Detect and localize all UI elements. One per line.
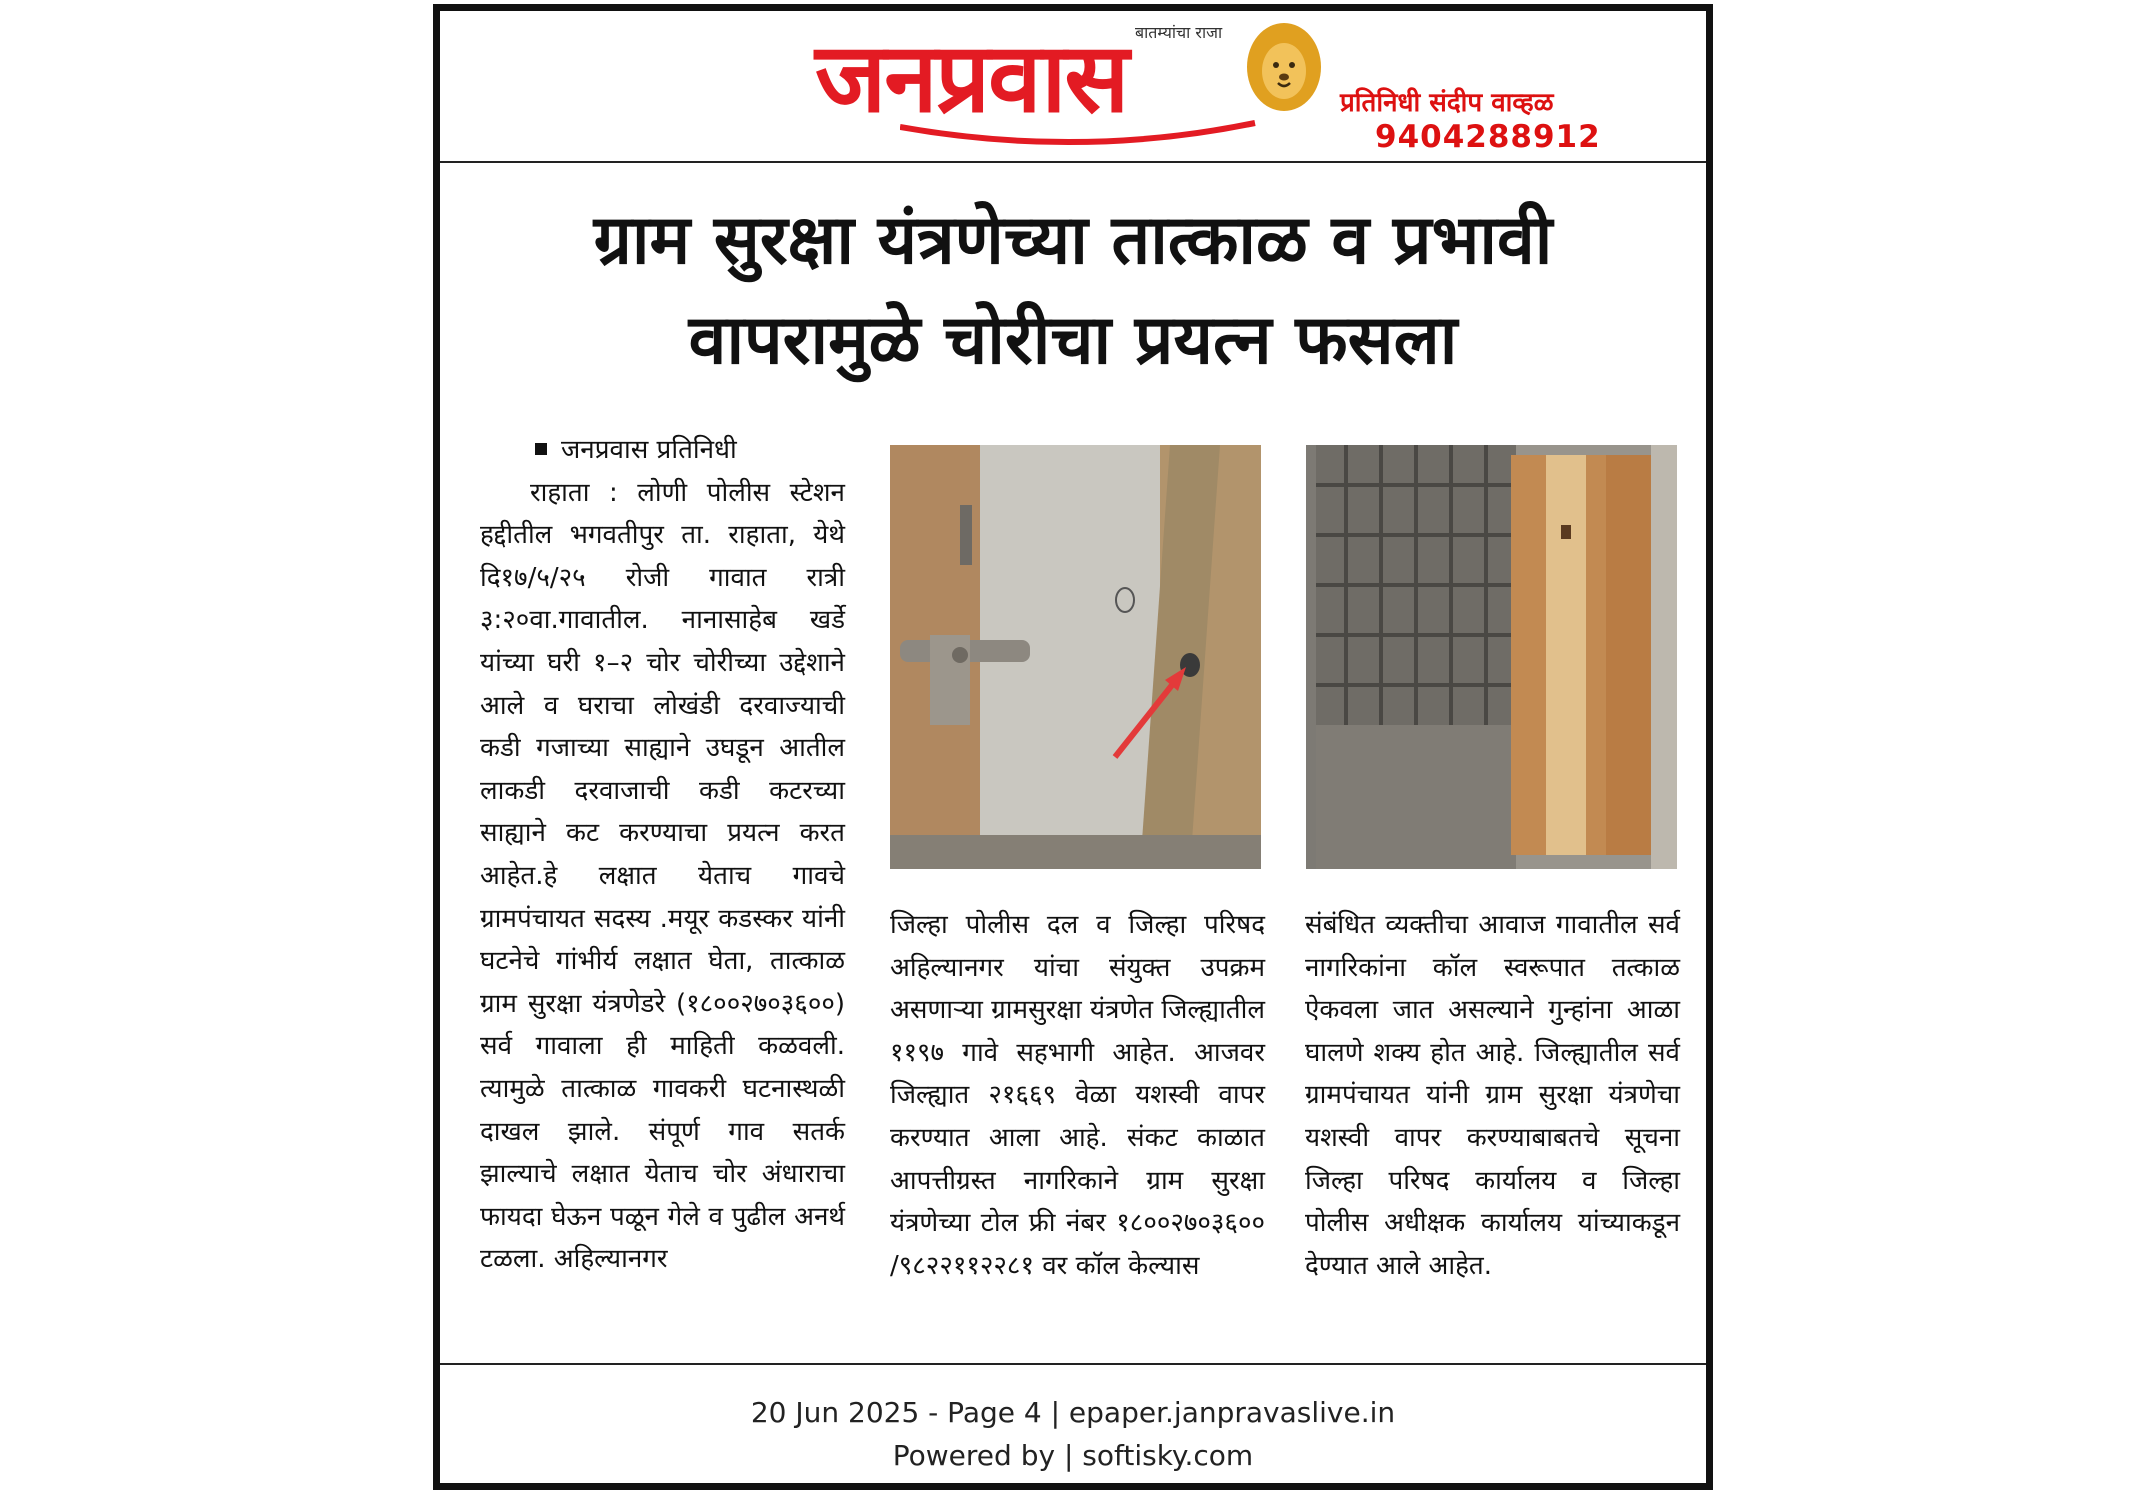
representative-phone: 9404288912 xyxy=(1375,119,1601,155)
lion-logo-icon xyxy=(1245,21,1323,117)
headline-line-1: ग्राम सुरक्षा यंत्रणेच्या तात्काळ व प्रभावी xyxy=(593,201,1553,280)
bottom-divider xyxy=(440,1363,1706,1365)
column-3-text: संबंधित व्यक्तीचा आवाज गावातील सर्व नागरिकांना कॉल स्वरूपात तत्काळ ऐकवला जात असल्याने गुन्हांना आळा घालणे शक्य होत आहे. जिल्ह्यातील सर्व ग्रामपंचायत यांनी ग्राम सुरक्षा यंत्रणेचा यशस्वी वापर करण्याबाबतचे सूचना जिल्हा परिषद कार्यालय व जिल्हा पोलीस अधीक्षक कार्यालय यांच्याकडून देण्यात आले आहेत. xyxy=(1305,910,1680,1281)
headline xyxy=(440,191,1706,391)
byline: जनप्रवास प्रतिनिधी xyxy=(480,429,845,472)
column-2-text: जिल्हा पोलीस दल व जिल्हा परिषद अहिल्यानगर यांचा संयुक्त उपक्रम असणाऱ्या ग्रामसुरक्षा यंत्रणेत जिल्ह्यातील ११९७ गावे सहभागी आहेत. आजवर जिल्ह्यात २१६६९ वेळा यशस्वी वापर करण्यात आला आहे. संकट काळात आपत्तीग्रस्त नागरिकाने ग्राम सुरक्षा यंत्रणेच्या टोल फ्री नंबर १८००२७०३६०० /९८२२११२२८१ वर कॉल केल्यास xyxy=(890,910,1265,1281)
headline-line-2: वापरामुळे चोरीचा प्रयत्न फसला xyxy=(688,301,1458,380)
masthead-tagline: बातम्यांचा राजा xyxy=(1135,23,1223,42)
article-column-1 xyxy=(480,429,845,1281)
masthead-swoosh-icon xyxy=(900,119,1260,149)
photo-door-latch xyxy=(890,445,1261,869)
column-1-text: राहाता : लोणी पोलीस स्टेशन हद्दीतील भगवतीपुर ता. राहाता, येथे दि१७/५/२५ रोजी गावात रात्री ३:२०वा.गावातील. नानासाहेब खर्डे यांच्या घरी १–२ चोर चोरीच्या उद्देशाने आले व घराचा लोखंडी दरवाज्याची कडी गजाच्या साह्याने उघडून आतील लाकडी दरवाजाची कडी कटरच्या साह्याने कट करण्याचा प्रयत्न करत आहेत.हे लक्षात येताच गावचे ग्रामपंचायत सदस्य .मयूर कडस्कर यांनी घटनेचे गांभीर्य लक्षात घेता, तात्काळ ग्राम सुरक्षा यंत्रणेडरे (१८००२७०३६००) सर्व गावाला ही माहिती कळवली. त्यामुळे तात्काळ गावकरी घटनास्थळी दाखल झाले. संपूर्ण गाव सतर्क झाल्याचे लक्षात येताच चोर अंधाराचा फायदा घेऊन पळून गेले व पुढील अनर्थ टळला. अहिल्यानगर xyxy=(480,477,845,1275)
masthead-logo: जनप्रवास xyxy=(815,22,1128,134)
representative-name: प्रतिनिधी संदीप वाव्हळ xyxy=(1340,88,1554,118)
footer-powered-by: Powered by | softisky.com xyxy=(892,1439,1254,1472)
article-column-2 xyxy=(890,904,1265,1287)
newspaper-clipping xyxy=(433,4,1713,1490)
bullet-square-icon xyxy=(535,443,547,455)
top-divider xyxy=(440,161,1706,163)
photo-grill-door xyxy=(1306,445,1677,869)
footer-date-page: 20 Jun 2025 - Page 4 | epaper.janpravaslive.in xyxy=(750,1396,1396,1429)
article-column-3 xyxy=(1305,904,1680,1287)
